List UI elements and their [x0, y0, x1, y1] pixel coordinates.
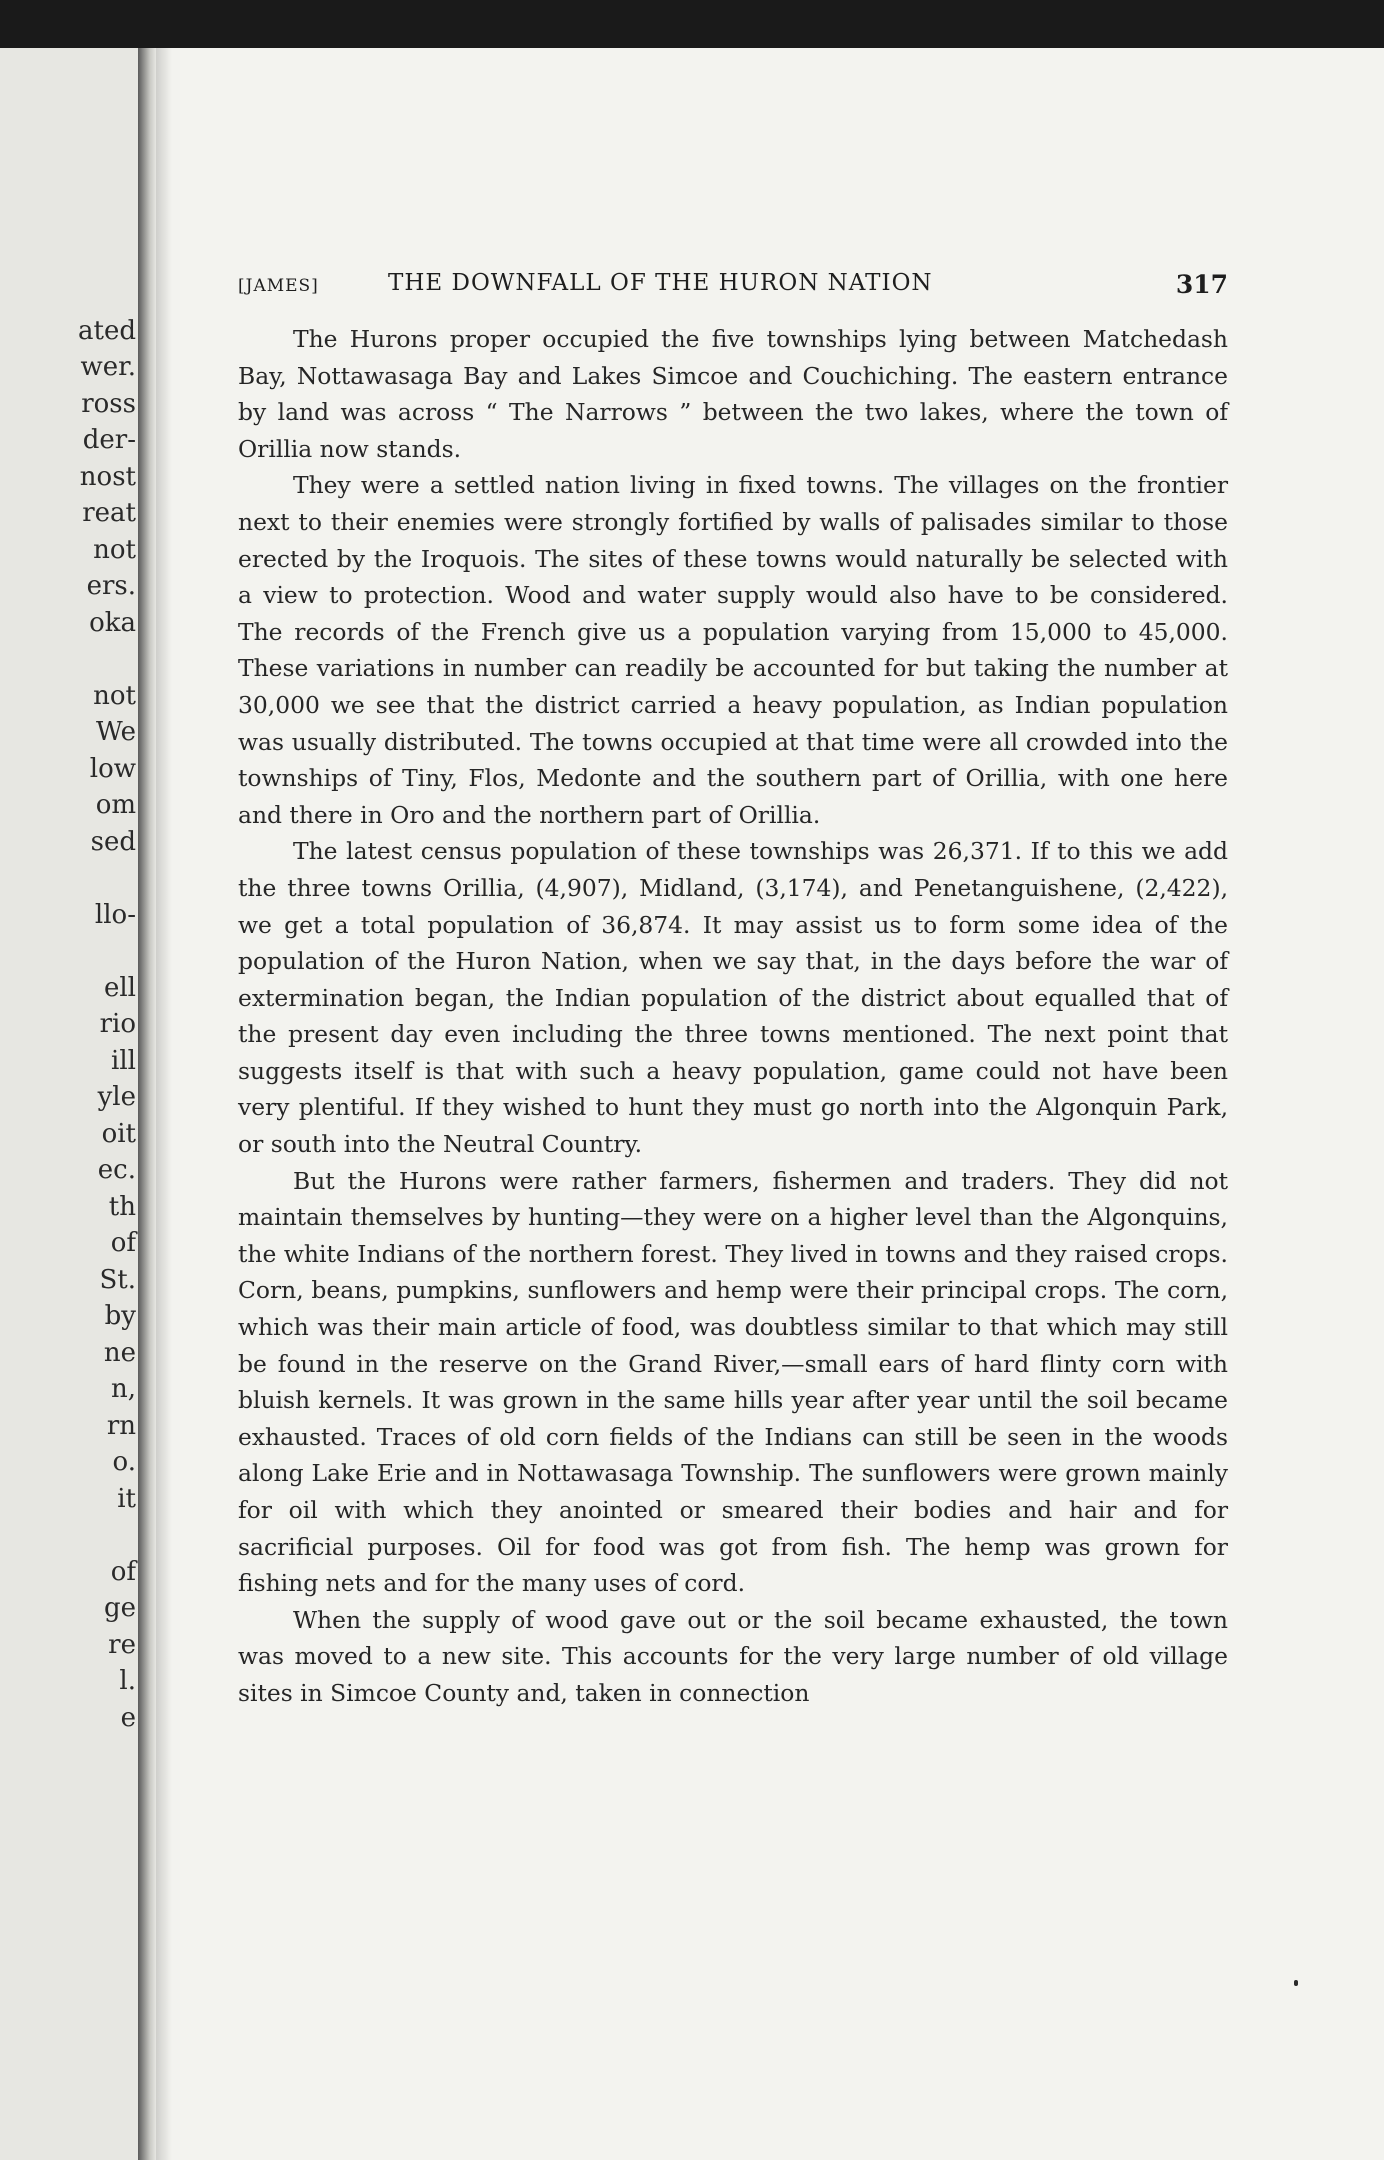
running-head-author: [JAMES]: [238, 276, 319, 296]
facing-page-text-fragment: n,: [110, 1374, 136, 1404]
facing-page-text-fragment: of: [110, 1228, 136, 1258]
book-gutter: [138, 48, 158, 2160]
paragraph: When the supply of wood gave out or the soil became exhausted, the town was moved to a new site. This accounts for the very large number of old village sites in Simcoe County and, taken in connection: [238, 1605, 1228, 1707]
facing-page-text-fragment: it: [117, 1484, 136, 1514]
facing-page-text-fragment: der-: [82, 425, 136, 455]
scan-top-border: [0, 0, 1384, 48]
scan-speck: [1294, 1980, 1298, 1986]
facing-page-text-fragment: oka: [89, 608, 136, 638]
paragraph: The Hurons proper occupied the five townships lying between Matchedash Bay, Nottawasaga Bay and Lakes Simcoe and Couchiching. The eastern entrance by land was across “ The Narrows ” between the two lakes, where the town of Orillia now stands.: [238, 325, 1228, 463]
facing-page-text-fragment: llo-: [94, 900, 136, 930]
paragraph: They were a settled nation living in fixed towns. The villages on the frontier next to their enemies were strongly fortified by walls of palisades similar to those erected by the Iroquois. The sites of these towns would naturally be selected with a view to protection. Wood and water supply would also have to be considered. The records of the French give us a population varying from 15,000 to 45,000. These variations in number can readily be accounted for but taking the number at 30,000 we see that the district carried a heavy population, as Indian population was usually distributed. The towns occupied at that time were all crowded into the townships of Tiny, Flos, Medonte and the southern part of Orillia, with one here and there in Oro and the northern part of Orillia.: [238, 471, 1228, 829]
facing-page-text-fragment: yle: [97, 1082, 136, 1112]
facing-page-edge: [0, 48, 140, 2160]
facing-page-text-fragment: oit: [101, 1119, 136, 1149]
facing-page-text-fragment: ell: [103, 973, 136, 1003]
facing-page-text-fragment: St.: [99, 1265, 136, 1295]
facing-page-text-fragment: th: [108, 1192, 136, 1222]
page-shadow: [156, 48, 172, 2160]
page-number: 317: [1175, 270, 1228, 299]
facing-page-text-fragment: om: [95, 790, 136, 820]
facing-page-text-fragment: low: [89, 754, 136, 784]
facing-page-text-fragment: of: [110, 1557, 136, 1587]
facing-page-text-fragment: wer.: [80, 352, 136, 382]
body-text: [238, 321, 1228, 1712]
facing-page-text-fragment: not: [93, 681, 136, 711]
facing-page-text-fragment: ge: [103, 1593, 136, 1623]
facing-page-text-fragment: e: [120, 1703, 136, 1733]
facing-page-text-fragment: ne: [103, 1338, 136, 1368]
running-head-title: THE DOWNFALL OF THE HURON NATION: [388, 270, 933, 296]
running-head: [238, 270, 1228, 304]
facing-page-text-fragment: ated: [78, 316, 136, 346]
facing-page-text-fragment: We: [96, 717, 136, 747]
facing-page-text-fragment: re: [108, 1630, 136, 1660]
facing-page-text-fragment: l.: [119, 1666, 136, 1696]
facing-page-text-fragment: o.: [112, 1447, 136, 1477]
facing-page-text-fragment: rn: [106, 1411, 136, 1441]
paragraph: But the Hurons were rather farmers, fishermen and traders. They did not maintain themselves by hunting—they were on a higher level than the Algonquins, the white Indians of the northern forest. They lived in towns and they raised crops. Corn, beans, pumpkins, sunflowers and hemp were their principal crops. The corn, which was their main article of food, was doubtless similar to that which may still be found in the reserve on the Grand River,—small ears of hard flinty corn with bluish kernels. It was grown in the same hills year after year until the soil became exhausted. Traces of old corn fields of the Indians can still be seen in the woods along Lake Erie and in Nottawasaga Township. The sunflowers were grown mainly for oil with which they anointed or smeared their bodies and hair and for sacrificial purposes. Oil for food was got from fish. The hemp was grown for fishing nets and for the many uses of cord.: [238, 1166, 1228, 1598]
facing-page-text-fragment: sed: [90, 827, 136, 857]
paragraph: The latest census population of these townships was 26,371. If to this we add the three towns Orillia, (4,907), Midland, (3,174), and Penetanguishene, (2,422), we get a total population of 36,874. It may assist us to form some idea of the population of the Huron Nation, when we say that, in the days before the war of extermination began, the Indian population of the district about equalled that of the present day even including the three towns mentioned. The next point that suggests itself is that with such a heavy population, game could not have been very plentiful. If they wished to hunt they must go north into the Algonquin Park, or south into the Neutral Country.: [238, 837, 1228, 1159]
facing-page-text-fragment: rio: [99, 1009, 136, 1039]
facing-page-text-fragment: not: [93, 535, 136, 565]
facing-page-text-fragment: ill: [111, 1046, 136, 1076]
facing-page-text-fragment: ec.: [97, 1155, 136, 1185]
facing-page-text-fragment: by: [104, 1301, 136, 1331]
facing-page-text-fragment: ers.: [86, 571, 136, 601]
book-page: [156, 48, 1384, 2160]
facing-page-text-fragment: reat: [82, 498, 136, 528]
facing-page-text-fragment: nost: [79, 462, 136, 492]
facing-page-text-fragment: ross: [81, 389, 136, 419]
